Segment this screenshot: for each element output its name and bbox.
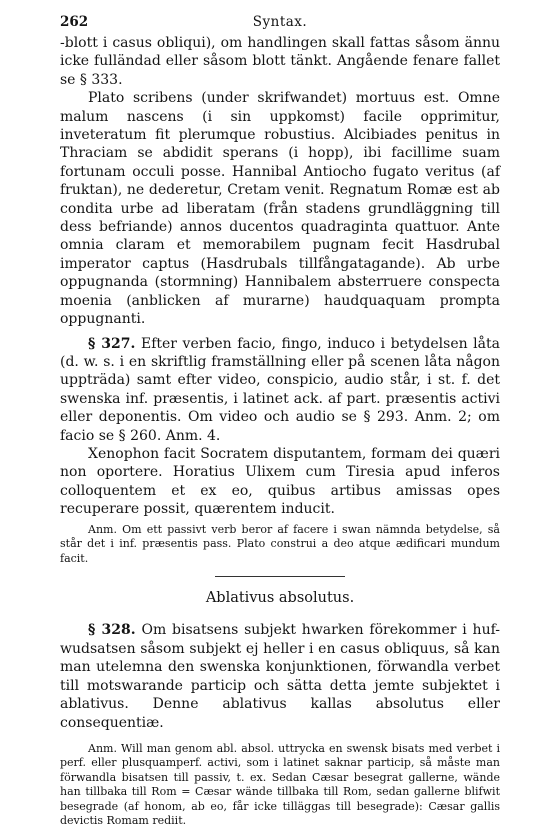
remark-label: Anm.: [88, 741, 117, 755]
continued-paragraph: -blott i casus obliqui), om handlingen skall fattas såsom ännu icke fulländad eller såsom blott tänkt. Angående fenare fallet se § 333.: [60, 35, 500, 88]
section-number: § 328.: [88, 622, 136, 639]
remark-text: Will man genom abl. absol. uttrycka en swensk bisats med verbet i perf. eller plusquamperf. activi, som i latinet saknar particip, så måste man förwandla bisatsen till passiv, t. ex. Sedan Cæsar besegrat gallerne, wände han tillbaka till Rom = Cæsar wände tillbaka till Rom, sedan gallerne blifwit besegrade (af honom, ab eo, får icke tilläggas till besegrade): Cæsar gallis devictis Romam rediit.: [60, 741, 500, 828]
remark: [60, 523, 500, 567]
section-number: § 327.: [88, 335, 136, 352]
section-327: [60, 335, 500, 445]
section-328: [60, 621, 500, 731]
examples-paragraph-xenophon: Xenophon facit Socratem disputantem, formam dei quæri non oportere. Horatius Ulixem cum Tiresia apud inferos colloquentem et ex eo, quibus artibus amissas opes recuperare possit, quærentem inducit.: [60, 445, 500, 518]
running-title: Syntax.: [252, 14, 308, 30]
examples-paragraph: Plato scribens (under skrifwandet) mortuus est. Omne malum nascens (i sin uppkomst) facile opprimitur, inveteratum fit plerumque robustius. Alcibiades penitus in Thraciam se abdidit sperans (i hopp), ibi facillime suam fortunam occuli posse. Hannibal Antiocho fugato veritus (af fruktan), ne dederetur, Cretam venit. Regnatum Romæ est ab condita urbe ad liberatam (från stadens grundläggning till dess befriande) annos ducentos quadraginta quattuor. Ante omnia claram et memorabilem pugnam fecit Hasdrubal imperator captus (Hasdrubals tillfångatagande). Ab urbe oppugnanda (stormning) Hannibalem absterruere conspecta moenia (anblicken af murarne) haudquaquam prompta oppugnanti.: [60, 90, 500, 328]
section-text: Om bisatsens subjekt hwarken förekommer i huf- wudsatsen såsom subjekt ej heller i en casus obliquus, så kan man utelemna den swenska konjunktionen, förwandla verbet till motswarande particip och sätta detta jemte subjektet i ablativus. Denne ablativus kallas absolutus eller consequentiæ.: [60, 622, 500, 731]
page-body: [60, 34, 500, 829]
remark-label: Anm.: [88, 522, 117, 536]
remark: [60, 742, 500, 829]
section-text: Efter verben facio, fingo, induco i betydelsen låta (d. w. s. i en skriftlig framställning eller på scenen låta någon uppträda) samt efter video, conspicio, audio står, i st. f. det swenska inf. præsentis, i latinet ack. af part. præsentis activi eller deponentis. Om video och audio se § 293. Anm. 2; om facio se § 260. Anm. 4.: [60, 335, 500, 444]
remark-text: Om ett passivt verb beror af facere i swan nämnda betydelse, så står det i inf. præsentis pass. Plato construi a deo atque ædificari mundum facit.: [60, 522, 500, 565]
section-heading: Ablativus absolutus.: [205, 590, 355, 607]
page-header: [60, 8, 500, 34]
section-divider: [215, 576, 345, 577]
page-number: 262: [60, 14, 89, 30]
